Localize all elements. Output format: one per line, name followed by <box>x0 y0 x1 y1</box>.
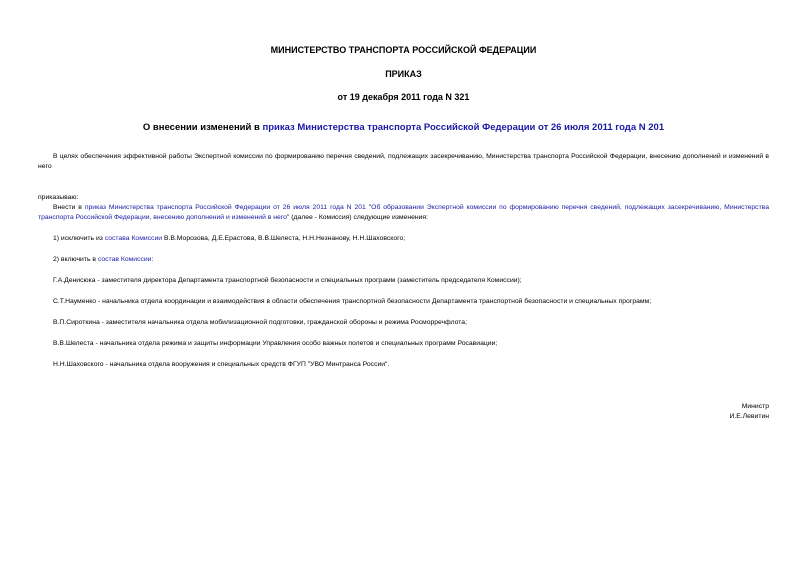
member-item: С.Т.Науменко - начальника отдела координации и взаимодействия в области обеспечения транспортной безопасности Департамента транспортной безопасности и специальных программ; <box>53 298 652 305</box>
preamble-paragraph: В целях обеспечения эффективной работы Экспертной комиссии по формированию перечня сведений, подлежащих засекречиванию, Министерства транспорта Российской Федерации, внесению дополнений и изменений в него <box>38 153 769 170</box>
item-include <box>53 255 769 265</box>
item-include-suffix: : <box>151 256 154 263</box>
item-exclude-prefix: 1) исключить из <box>53 235 105 242</box>
main-paragraph-prefix: Внести в <box>53 204 85 211</box>
item-exclude <box>53 234 769 244</box>
document-type: ПРИКАЗ <box>385 69 422 79</box>
commission-composition-include-link[interactable]: состав Комиссии <box>97 256 152 263</box>
amended-order-title-link[interactable]: приказ Министерства транспорта Российской Федерации от 26 июля 2011 года N 201 <box>262 122 665 133</box>
item-include-prefix: 2) включить в <box>53 256 98 263</box>
member-item: В.П.Сироткина - заместителя начальника отдела мобилизационной подготовки, гражданской обороны и режима Росморречфлота; <box>53 319 467 326</box>
main-paragraph-suffix: " (далее - Комиссия) следующие изменения: <box>286 214 428 221</box>
main-paragraph-middle: " <box>365 204 372 211</box>
amended-order-link[interactable]: приказ Министерства транспорта Российской Федерации от 26 июля 2011 года N 201 <box>84 204 366 211</box>
main-paragraph <box>38 203 769 223</box>
amended-order-name-link[interactable]: Об образовании Экспертной комиссии по формированию перечня сведений, подлежащих засекречиванию, Министерства транспорта Российской Федерации, внесению дополнений и изменений в него <box>38 204 769 221</box>
order-word: приказываю: <box>38 194 79 201</box>
document-page <box>38 0 769 571</box>
signature-position: Министр <box>741 403 769 410</box>
signature-name: И.Е.Левитин <box>729 413 769 420</box>
order-title-prefix: О внесении изменений в <box>142 122 263 133</box>
order-title <box>38 122 769 133</box>
order-date: от 19 декабря 2011 года N 321 <box>337 92 470 102</box>
commission-composition-link[interactable]: состава Комиссии <box>104 235 163 242</box>
member-item: Н.Н.Шаховского - начальника отдела вооружения и специальных средств ФГУП "УВО Минтранса России". <box>53 361 390 368</box>
member-item: В.В.Шелеста - начальника отдела режима и защиты информации Управления особо важных полетов и специальных программ Росавиации; <box>53 340 498 347</box>
member-item: Г.А.Денисюка - заместителя директора Департамента транспортной безопасности и специальных программ (заместитель председателя Комиссии); <box>53 277 522 284</box>
item-exclude-suffix: В.В.Морозова, Д.Е.Ерастова, В.В.Шелеста, Н.Н.Незнанову, Н.Н.Шаховского; <box>162 235 406 242</box>
ministry-name: МИНИСТЕРСТВО ТРАНСПОРТА РОССИЙСКОЙ ФЕДЕРАЦИИ <box>270 45 537 55</box>
